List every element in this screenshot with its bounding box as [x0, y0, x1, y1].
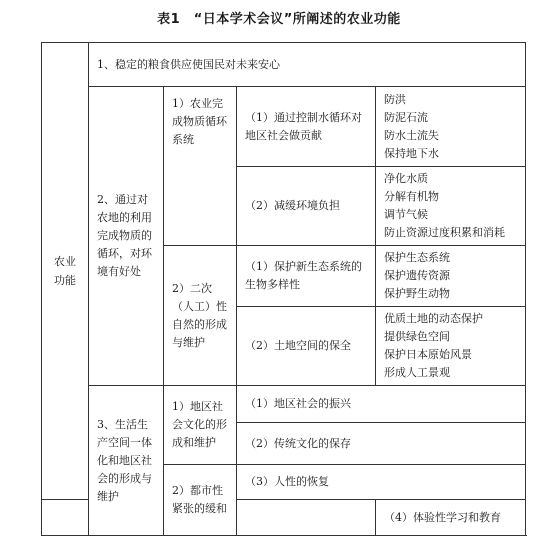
list-item: 保护生态系统: [384, 251, 450, 264]
cat3-label: 3、生活生产空间一体化和地区社会的形成与维护: [97, 417, 152, 503]
cat2-sub1-f2-cell: [237, 167, 376, 246]
list-item: 提供绿色空间: [384, 330, 450, 343]
cat3-sub1-f2-label: （2）传统文化的保存: [245, 436, 351, 450]
list-item: 净化水质: [384, 172, 428, 185]
list-item: 调节气候: [384, 208, 428, 221]
cat2-label: 2、通过对农地的利用完成物质的循环，对环境有好处: [97, 193, 152, 278]
row1-label: 1、稳定的粮食供应使国民对未来安心: [97, 57, 280, 71]
cat2-sub1-f1-label: （1）通过控制水循环对地区社会做贡献: [245, 110, 362, 142]
cat2-sub2-f2-label: （2）土地空间的保全: [245, 339, 351, 352]
cat3-sub2-f2-label: （4）体验性学习和教育: [384, 510, 501, 524]
cat3-cell: [89, 386, 164, 536]
cat2-sub1-f2-label: （2）减缓环境负担: [245, 199, 340, 212]
cat3-sub2-f2-cell: [376, 500, 526, 536]
cat3-sub2-label: 2）都市性紧张的缓和: [172, 484, 227, 515]
agriculture-function-table: [41, 42, 526, 536]
cat3-sub1-f1-cell: [237, 386, 526, 423]
cat2-sub1-label: 1）农业完成物质循环系统: [172, 97, 227, 146]
cat2-cell: [89, 87, 164, 386]
list-item: 优质土地的动态保护: [384, 312, 483, 325]
root-bottom-spacer: [42, 500, 89, 536]
list-item: 保护遗传资源: [384, 269, 450, 282]
table-title: 表1 “日本学术会议”所阐述的农业功能: [157, 12, 401, 27]
cat2-sub1-f1-items: [376, 87, 526, 167]
cat2-sub2-f2-cell: [237, 307, 376, 386]
cat2-sub2-f1-cell: [237, 246, 376, 307]
list-item: 防泥石流: [384, 110, 428, 124]
cat2-sub2-cell: [164, 246, 237, 386]
cat3-bottom-spacer: [237, 500, 376, 536]
cat3-sub1-f1-label: （1）地区社会的振兴: [245, 397, 351, 410]
cat2-sub2-f1-label: （1）保护新生态系统的生物多样性: [245, 260, 362, 291]
root-label: 农业功能: [54, 255, 76, 287]
cat2-sub1-cell: [164, 87, 237, 246]
list-item: 保护日本原始风景: [384, 348, 472, 361]
root-cell: [42, 43, 89, 500]
list-item: 防止资源过度积累和消耗: [384, 226, 505, 239]
cat3-sub2-cell: [164, 465, 237, 536]
cat3-sub2-f1-cell: [237, 465, 526, 500]
list-item: 保护野生动物: [384, 287, 450, 300]
cat3-sub2-f1-label: （3）人性的恢复: [245, 475, 329, 488]
row1-cell: [89, 43, 526, 87]
list-item: 分解有机物: [384, 190, 439, 203]
cat2-sub1-f1-cell: [237, 87, 376, 167]
cat3-sub1-cell: [164, 386, 237, 465]
list-item: 形成人工景观: [384, 366, 450, 379]
list-item: 保持地下水: [384, 146, 439, 160]
cat2-sub2-f2-items: [376, 307, 526, 386]
cat2-sub1-f2-items: [376, 167, 526, 246]
list-item: 防洪: [384, 92, 406, 106]
list-item: 防水土流失: [384, 128, 439, 142]
cat3-sub1-f2-cell: [237, 423, 526, 465]
cat2-sub2-label: 2）二次（人工）性自然的形成与维护: [172, 281, 227, 349]
cat3-sub1-label: 1）地区社会文化的形成和维护: [172, 400, 227, 449]
cat2-sub2-f1-items: [376, 246, 526, 307]
